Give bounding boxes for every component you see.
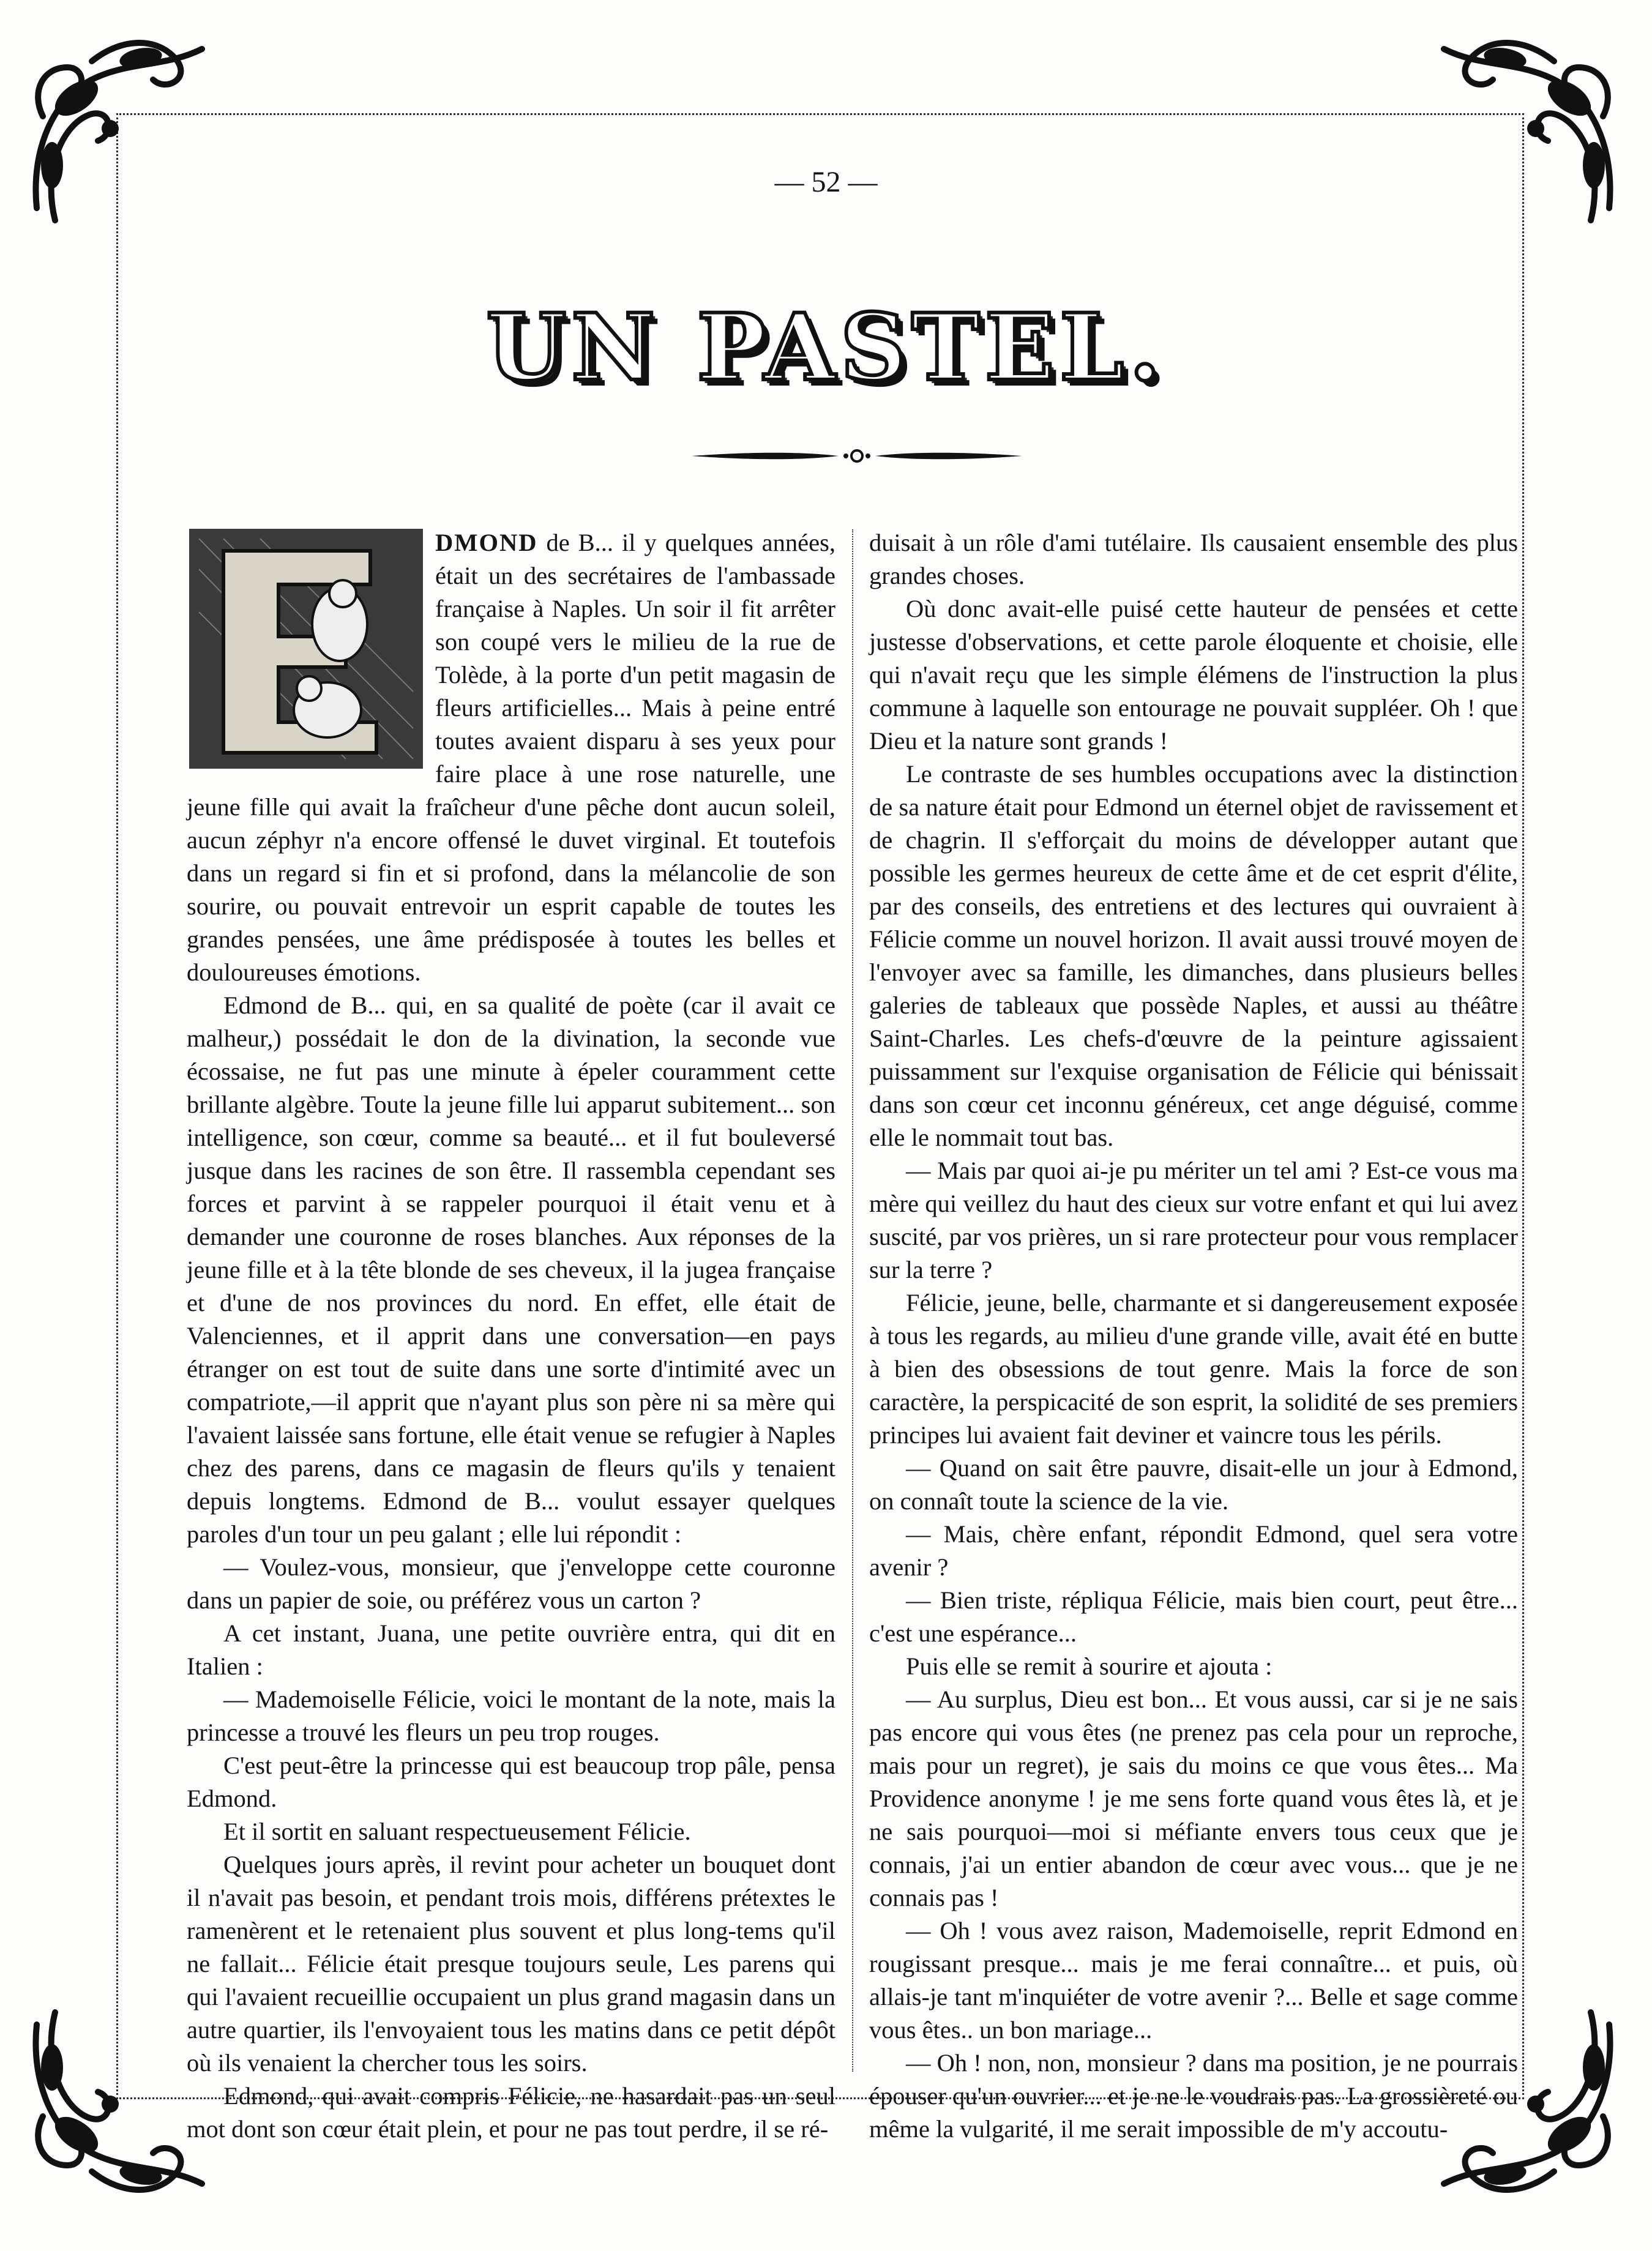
paragraph: — Mais par quoi ai-je pu mériter un tel ami ? Est-ce vous ma mère qui veillez du haut des cieux sur votre enfant et qui lui avez suscité, par vos prières, un si rare protecteur pour vous remplacer sur la terre ? <box>869 1157 1518 1283</box>
paragraph: Le contraste de ses humbles occupations avec la distinction de sa nature était pour Edmond un éternel objet de ravissement et de chagrin. Il s'efforçait du moins de développer autant que possible les germes heureux de cette âme et de cet esprit d'élite, par des conseils, des entretiens et des lectures qui ouvraient à Félicie comme un nouvel horizon. Il avait aussi trouvé moyen de l'envoyer avec sa famille, les dimanches, dans plusieurs belles galeries de tableaux que possède Naples, et aussi au théâtre Saint-Charles. Les chefs-d'œuvre de la peinture agissaient puissamment sur l'exquise organisation de Félicie qui bénissait dans son cœur cet inconnu généreux, cet ange déguisé, comme elle le nommait tout bas. <box>869 760 1518 1151</box>
paragraph: — Mademoiselle Félicie, voici le montant de la note, mais la princesse a trouvé les fleurs un peu trop rouges. <box>187 1685 835 1746</box>
ornament-corner-top-right <box>1419 24 1628 233</box>
paragraph: — Quand on sait être pauvre, disait-elle un jour à Edmond, on connaît toute la science de la vie. <box>869 1454 1518 1515</box>
paragraph: A cet instant, Juana, une petite ouvrière entra, qui dit en Italien : <box>187 1619 835 1680</box>
first-paragraph-text: de B... il y quelques années, était un des secrétaires de l'ambassade française à Naples. Un soir il fit arrêter son coupé vers le milieu de la rue de Tolède, à la porte d'un petit magasin de fleurs artificielles... Mais à peine entré toutes avaient disparu à ses yeux pour faire place à une rose naturelle, une jeune fille qui avait la fraîcheur d'une pêche dont aucun soleil, aucun zéphyr n'a encore offensé le duvet virginal. Et toutefois dans un regard si fin et si profond, dans la mélancolie de son sourire, ou pouvait entrevoir un esprit capable de toutes les grandes pensées, une âme prédisposée à toutes les belles et douloureuses émotions. <box>187 529 835 986</box>
paragraph: — Bien triste, répliqua Félicie, mais bien court, peut être... c'est une espérance... <box>869 1586 1518 1647</box>
illustrated-dropcap <box>187 526 425 771</box>
paragraph: Et il sortit en saluant respectueusement Félicie. <box>223 1818 691 1845</box>
page-number: — 52 — <box>774 166 878 198</box>
paragraph: — Oh ! non, non, monsieur ? dans ma position, je ne pourrais épouser qu'un ouvrier... et je ne le voudrais pas. La grossièreté ou même la vulgarité, il me serait impossible de m'y accoutu- <box>869 2049 1518 2143</box>
title-divider-ornament <box>686 444 1028 468</box>
paragraph-continuation: duisait à un rôle d'ami tutélaire. Ils causaient ensemble des plus grandes choses. <box>869 529 1518 589</box>
article-title: UN PASTEL. <box>486 294 1166 401</box>
paragraph: Félicie, jeune, belle, charmante et si dangereusement exposée à tous les regards, au milieu d'une grande ville, avait été en butte à bien des obsessions de tout genre. Mais la force de son caractère, la perspicacité de son esprit, la solidité de ses premiers principes lui avaient fait deviner et vaincre tous les périls. <box>869 1289 1518 1449</box>
paragraph: Où donc avait-elle puisé cette hauteur de pensées et cette justesse d'observations, et cette parole éloquente et choisie, elle qui n'avait reçu que les simple élémens de l'instruction la plus commune à laquelle son entourage ne pouvait suppléer. Oh ! que Dieu et la nature sont grands ! <box>869 595 1518 755</box>
paragraph: Edmond, qui avait compris Félicie, ne hasardait pas un seul mot dont son cœur était plein, et pour ne pas tout perdre, il se ré- <box>187 2082 835 2143</box>
left-column <box>187 526 835 2146</box>
paragraph: C'est peut-être la princesse qui est beaucoup trop pâle, pensa Edmond. <box>187 1752 835 1812</box>
dropcap-letter: E <box>304 760 308 767</box>
column-divider <box>852 529 854 2072</box>
right-column <box>869 526 1518 2146</box>
first-word: DMOND <box>435 529 538 556</box>
paragraph: — Mais, chère enfant, répondit Edmond, quel sera votre avenir ? <box>869 1520 1518 1581</box>
paragraph: Puis elle se remit à sourire et ajouta : <box>906 1652 1273 1680</box>
paragraph: Edmond de B... qui, en sa qualité de poète (car il avait ce malheur,) possédait le don de la divination, la seconde vue écossaise, ne fut pas une minute à épeler couramment cette brillante algèbre. Toute la jeune fille lui apparut subitement... son intelligence, son cœur, comme sa beauté... et il fut bouleversé jusque dans les racines de son être. Il rassembla cependant ses forces et parvint à se rappeler pourquoi il était venu et à demander une couronne de roses blanches. Aux réponses de la jeune fille et à la tête blonde de ses cheveux, il la jugea française et d'une de nos provinces du nord. En effet, elle était de Valenciennes, et il apprit dans une conversation—en pays étranger on est tout de suite dans une sorte d'intimité avec un compatriote,—il apprit que n'ayant plus son père ni sa mère qui l'avaient laissée sans fortune, elle était venue se refugier à Naples chez des parens, dans ce magasin de fleurs qu'ils y tenaient depuis longtems. Edmond de B... voulut essayer quelques paroles d'un tour un peu galant ; elle lui répondit : <box>187 991 835 1548</box>
ornament-corner-top-left <box>18 24 226 233</box>
paragraph: — Oh ! vous avez raison, Mademoiselle, reprit Edmond en rougissant presque... mais je me ferai connaître... et puis, où allais-je tant m'inquiéter de votre avenir ?... Belle et sage comme vous êtes.. un bon mariage... <box>869 1917 1518 2044</box>
paragraph: Quelques jours après, il revint pour acheter un bouquet dont il n'avait pas besoin, et pendant trois mois, différens prétextes le ramenèrent et le retenaient plus souvent et plus long-tems qu'il ne fallait... Félicie était presque toujours seule, Les parens qui qui l'avaient recueillie occupaient un plus grand magasin dans un autre quartier, ils l'envoyaient tous les matins dans ce petit dépôt où ils venaient la chercher tous les soirs. <box>187 1851 835 2077</box>
paragraph: — Voulez-vous, monsieur, que j'enveloppe cette couronne dans un papier de soie, ou préférez vous un carton ? <box>187 1553 835 1614</box>
paragraph: — Au surplus, Dieu est bon... Et vous aussi, car si je ne sais pas encore qui vous êtes (ne prenez pas cela pour un reproche, mais pour un regret), je sais du moins ce que vous êtes... Ma Providence anonyme ! je me sens forte quand vous êtes là, et je ne sais pourquoi—moi si méfiante envers tous ceux que je connais, j'ai un entier abandon de cœur avec vous... que je ne connais pas ! <box>869 1685 1518 1911</box>
